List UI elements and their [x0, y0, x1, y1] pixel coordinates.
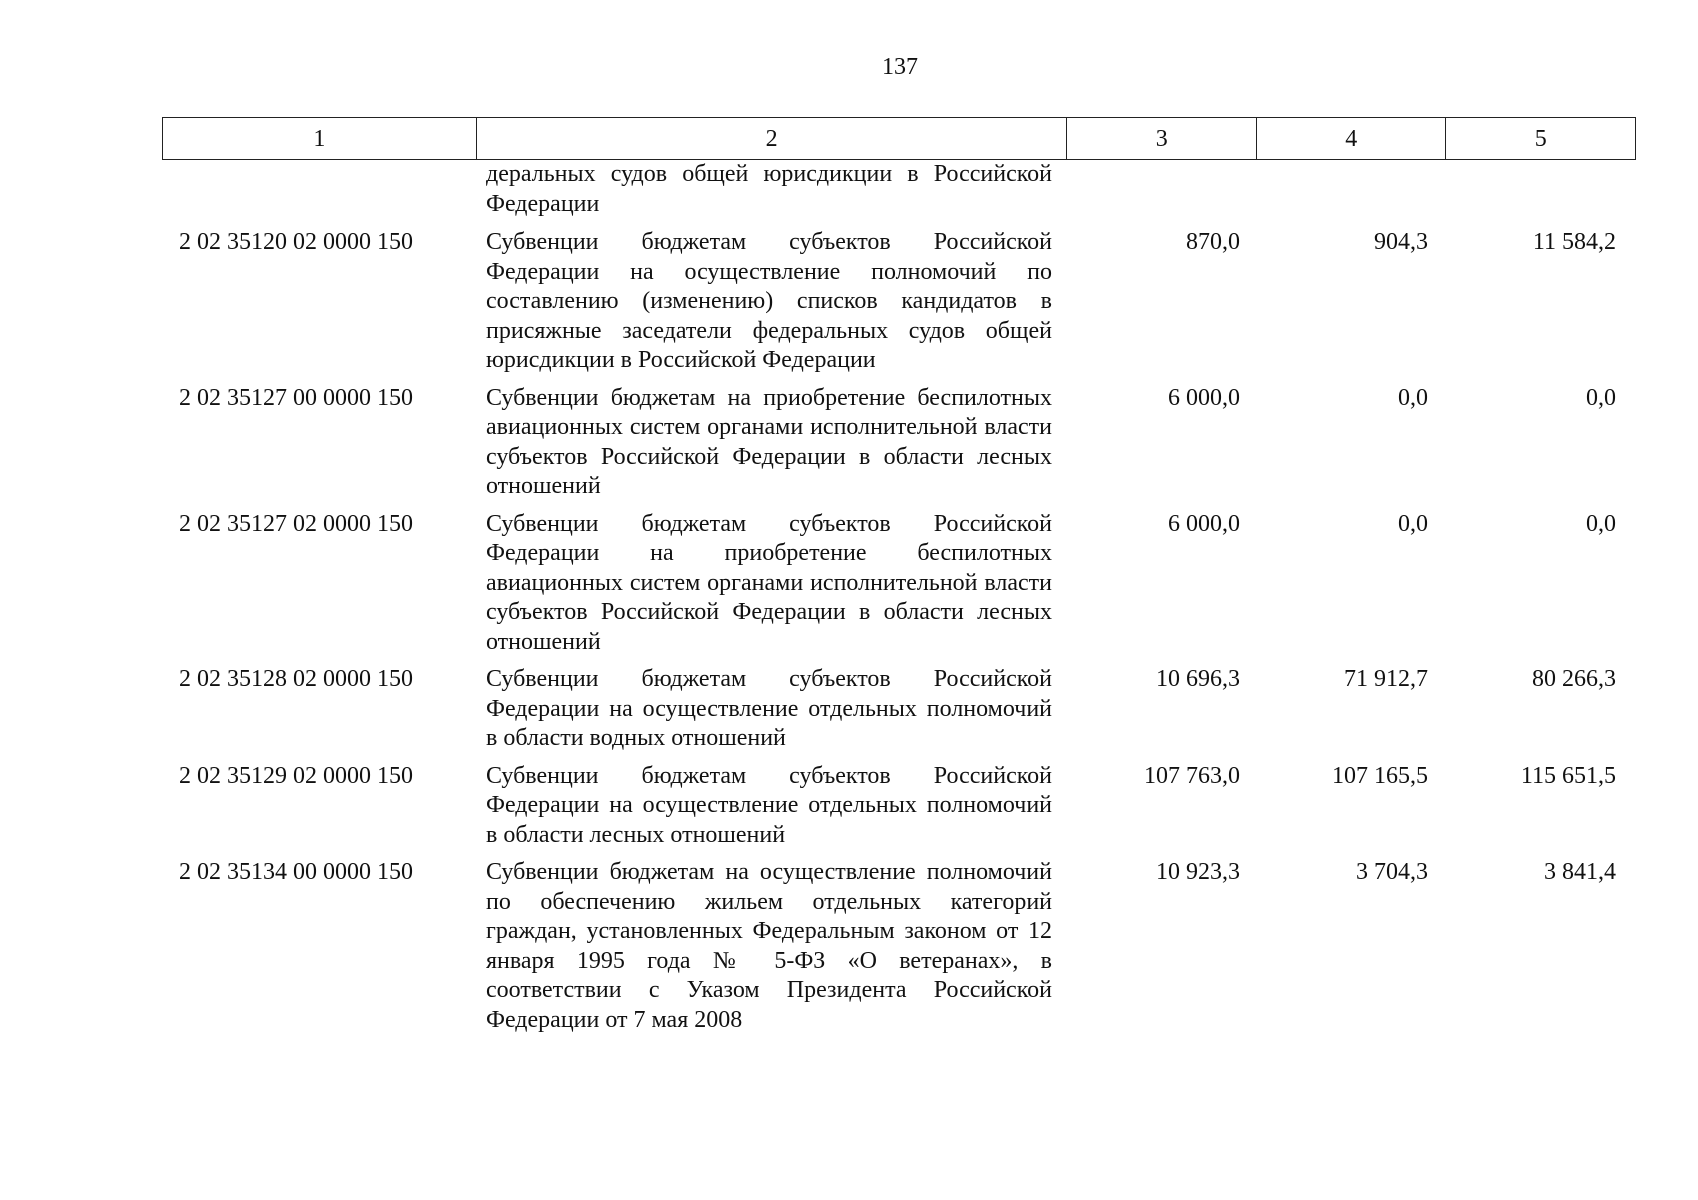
table-row	[162, 160, 1636, 228]
value-col-3: 870,0	[1186, 229, 1240, 255]
table-body	[162, 160, 1636, 1043]
value-col-3: 10 696,3	[1156, 666, 1240, 692]
budget-code: 2 02 35127 02 0000 150	[179, 510, 413, 537]
value-col-4: 0,0	[1398, 384, 1428, 411]
value-col-5: 115 651,5	[1520, 762, 1616, 789]
value-col-3: 6 000,0	[1168, 384, 1240, 411]
value-col-5: 3 841,4	[1544, 859, 1616, 885]
header-col-3: 3	[1067, 118, 1257, 160]
value-col-4: 107 165,5	[1332, 762, 1428, 789]
budget-code: 2 02 35128 02 0000 150	[179, 666, 413, 692]
header-col-1: 1	[163, 118, 477, 160]
value-col-5: 80 266,3	[1532, 666, 1616, 692]
row-description: Субвенции бюджетам субъектов Российской Федерации на осуществление отдельных полномочий в области лесных отношений	[486, 762, 1052, 848]
header-col-2: 2	[476, 118, 1067, 160]
header-col-5: 5	[1446, 118, 1636, 160]
table-header	[162, 117, 1636, 160]
header-row	[163, 118, 1636, 160]
row-description: деральных судов общей юрисдикции в Российской Федерации	[486, 161, 1052, 217]
budget-code: 2 02 35120 02 0000 150	[179, 229, 413, 255]
row-description: Субвенции бюджетам субъектов Российской Федерации на осуществление полномочий по составлению (изменению) списков кандидатов в присяжные заседатели федеральных судов общей юрисдикции в Российской Федерации	[486, 229, 1052, 373]
value-col-4: 904,3	[1374, 229, 1428, 255]
header-col-4: 4	[1256, 118, 1446, 160]
value-col-4: 3 704,3	[1356, 859, 1428, 885]
page-number: 137	[882, 54, 918, 80]
row-description: Субвенции бюджетам на осуществление полномочий по обеспечению жильем отдельных категорий граждан, установленных Федеральным законом от 12 января 1995 года № 5-ФЗ «О ветеранах», в соответствии с Указом Президента Российской Федерации от 7 мая 2008	[486, 859, 1052, 1033]
row-description: Субвенции бюджетам на приобретение беспилотных авиационных систем органами исполнительной власти субъектов Российской Федерации в области лесных отношений	[486, 384, 1052, 499]
value-col-4: 0,0	[1398, 510, 1428, 537]
value-col-3: 10 923,3	[1156, 859, 1240, 885]
row-description: Субвенции бюджетам субъектов Российской Федерации на приобретение беспилотных авиационных систем органами исполнительной власти субъектов Российской Федерации в области лесных отношений	[486, 510, 1052, 655]
value-col-5: 0,0	[1586, 510, 1616, 537]
budget-code: 2 02 35127 00 0000 150	[179, 384, 413, 411]
budget-code: 2 02 35134 00 0000 150	[179, 859, 413, 885]
budget-code: 2 02 35129 02 0000 150	[179, 762, 413, 789]
value-col-3: 6 000,0	[1168, 510, 1240, 537]
table-row	[162, 228, 1636, 384]
value-col-4: 71 912,7	[1344, 666, 1428, 692]
row-description: Субвенции бюджетам субъектов Российской Федерации на осуществление отдельных полномочий в области водных отношений	[486, 666, 1052, 751]
table-row	[162, 858, 1636, 1043]
value-col-3: 107 763,0	[1144, 762, 1240, 789]
table-row	[162, 510, 1636, 666]
table-row	[162, 384, 1636, 510]
table-row	[162, 762, 1636, 859]
table-row	[162, 665, 1636, 762]
value-col-5: 11 584,2	[1532, 229, 1616, 255]
value-col-5: 0,0	[1586, 384, 1616, 411]
